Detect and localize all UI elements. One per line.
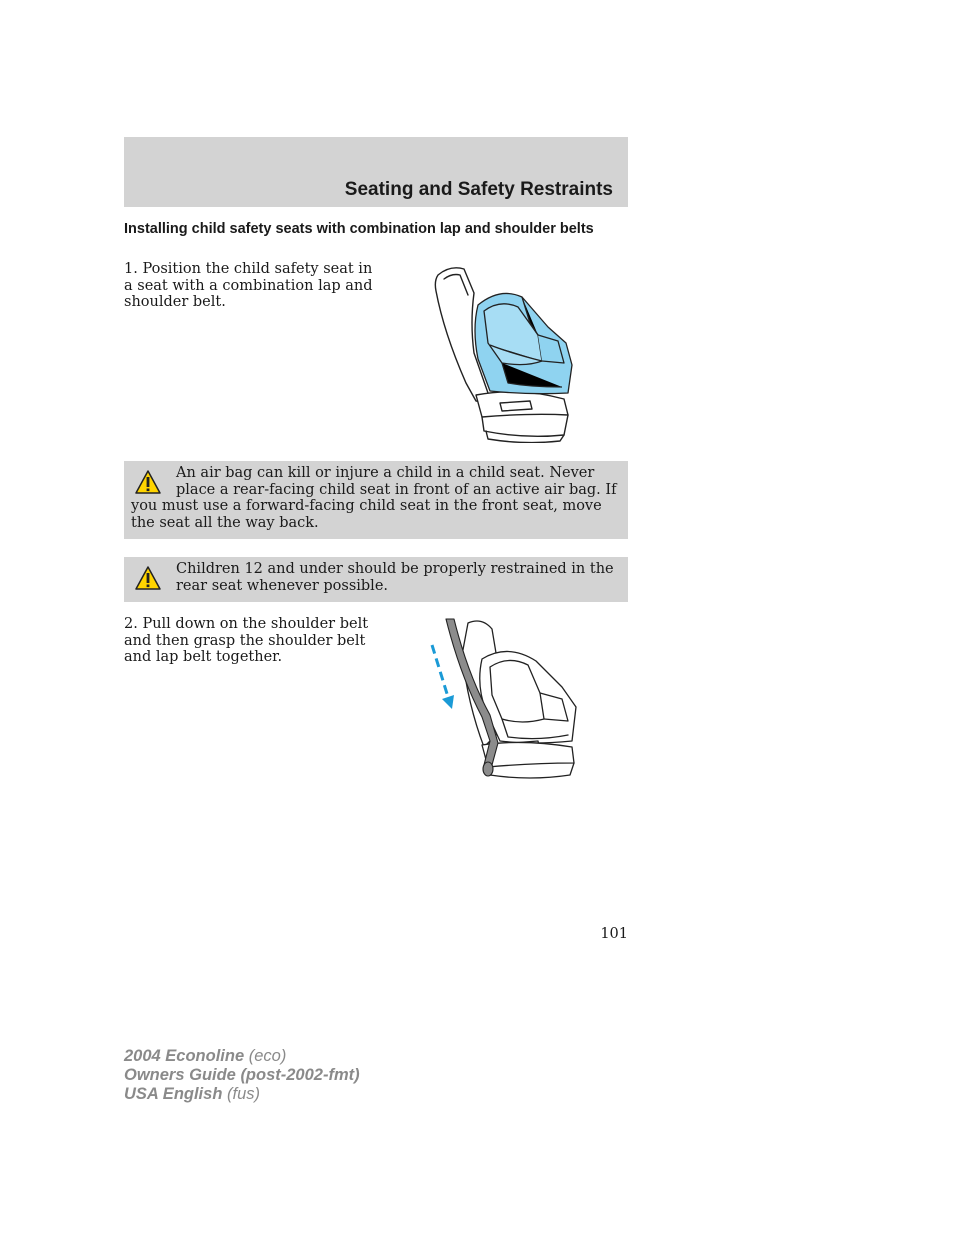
airbag-warning-text: An air bag can kill or injure a child in a child seat. Never place a rear-facing child seat in front of an active air bag. If you must use a forward-facing child seat in the front seat, move the seat all the way back. [131, 465, 617, 531]
footer-model-code: (eco) [248, 1047, 287, 1065]
footer-model: 2004 Econoline [124, 1047, 245, 1065]
footer-line-2 [124, 1066, 360, 1085]
child-seat-in-vehicle-seat-illustration [430, 263, 580, 443]
step-2-text: 2. Pull down on the shoulder belt and then grasp the shoulder belt and lap belt together. [124, 616, 369, 665]
footer-line-1 [124, 1047, 360, 1066]
step-1-text: 1. Position the child safety seat in a seat with a combination lap and shoulder belt. [124, 261, 373, 310]
pull-shoulder-belt-illustration [412, 615, 582, 780]
rear-seat-warning-box [124, 557, 628, 602]
footer-guide-name: Owners Guide (post-2002-fmt) [124, 1066, 360, 1084]
page-title: Seating and Safety Restraints [344, 179, 613, 200]
header-band [124, 137, 628, 207]
rear-seat-warning-text: Children 12 and under should be properly restrained in the rear seat whenever possible. [176, 561, 614, 594]
section-heading: Installing child safety seats with combination lap and shoulder belts [124, 221, 594, 237]
footer-language: USA English [124, 1085, 223, 1103]
document-footer [124, 1047, 360, 1104]
airbag-warning-box [124, 461, 628, 539]
page-number: 101 [600, 926, 628, 942]
warning-triangle-icon [134, 565, 162, 591]
footer-language-code: (fus) [227, 1085, 260, 1103]
warning-triangle-icon [134, 469, 162, 495]
footer-line-3 [124, 1085, 360, 1104]
